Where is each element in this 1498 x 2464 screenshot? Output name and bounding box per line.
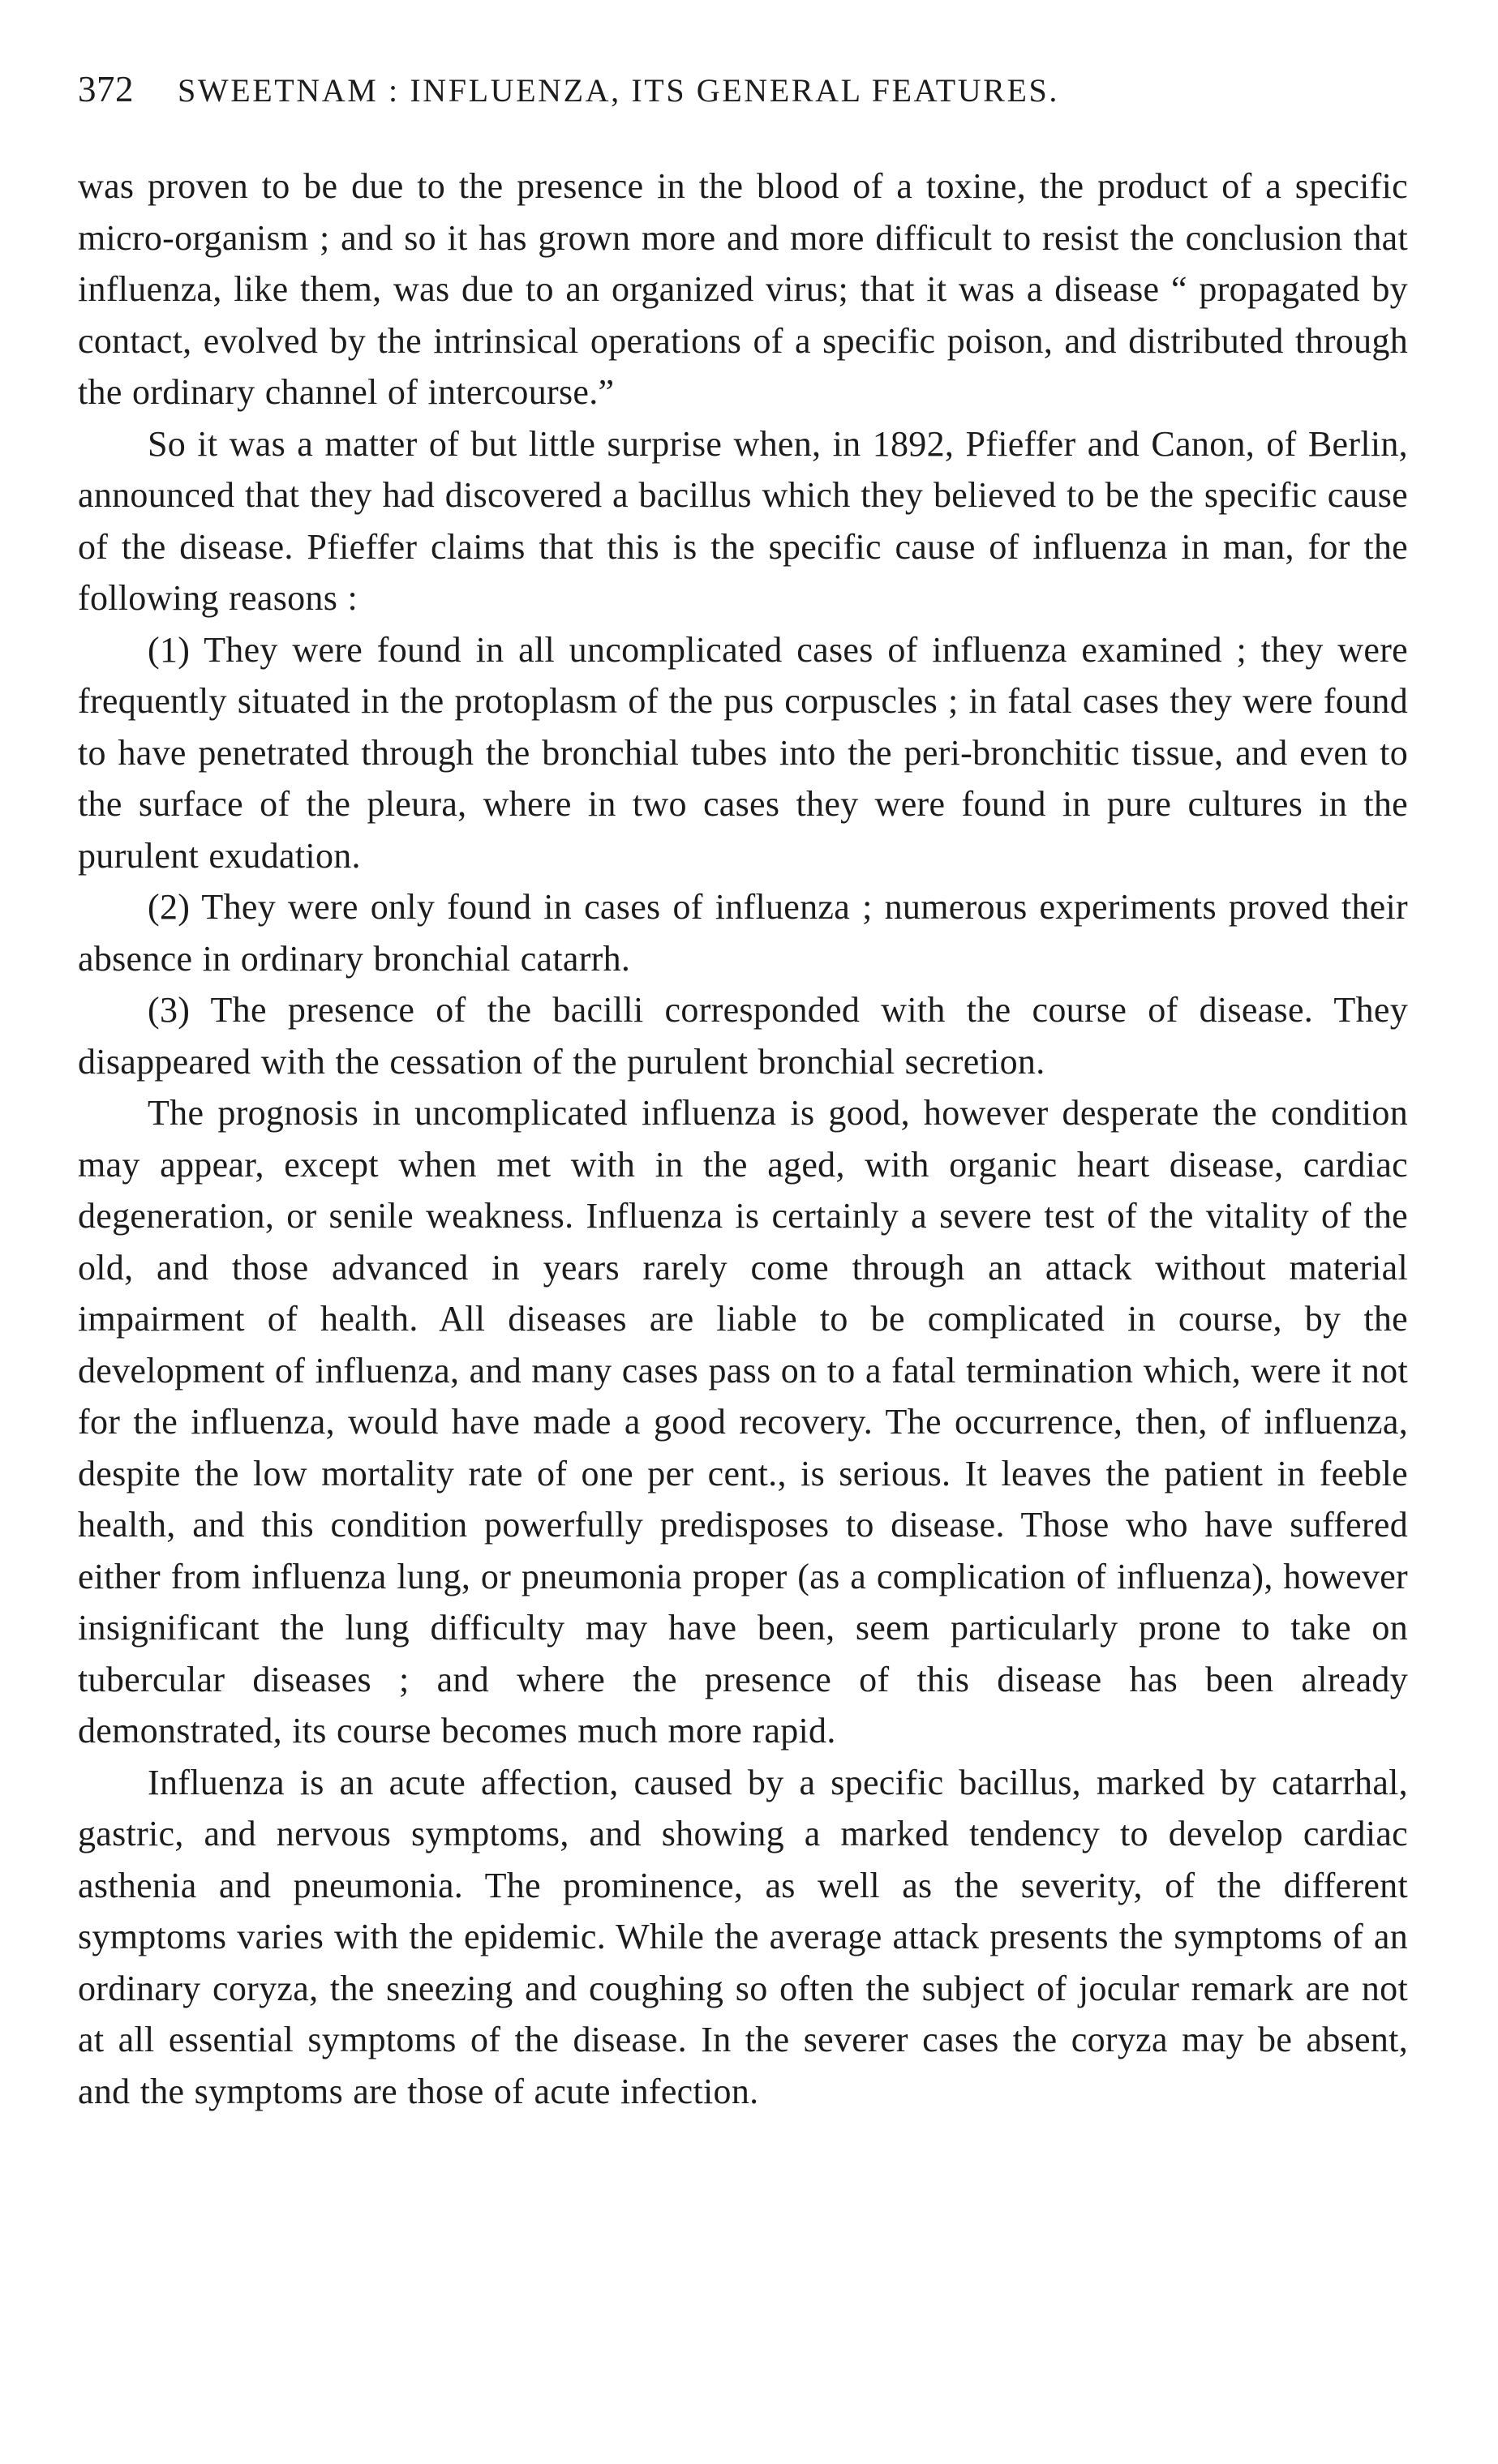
paragraph-prognosis: The prognosis in uncomplicated influenza is good, however desperate the condition may appear, except when met with in the aged, with organic heart disease, cardiac degeneration, or senile weakness. Influenza is certainly a severe test of the vitality of the old, and those advanced in years rarely come through an attack without material impairment of health. All diseases are liable to be complicated in course, by the development of influenza, and many cases pass on to a fatal termination which, were it not for the influenza, would have made a good recovery. The occurrence, then, of influenza, despite the low mortality rate of one per cent., is serious. It leaves the patient in feeble health, and this condition powerfully predisposes to disease. Those who have suffered either from influenza lung, or pneumonia proper (as a complication of influenza), however insignificant the lung difficulty may have been, seem particularly prone to take on tubercular diseases ; and where the presence of this disease has been already demonstrated, its course becomes much more rapid. [78, 1093, 1408, 1751]
reason-item-3: (3) The presence of the bacilli corresponded with the course of disease. They disappeared with the cessation of the purulent bronchial secretion. [78, 990, 1408, 1082]
paragraph-definition: Influenza is an acute affection, caused by a specific bacillus, marked by catarrhal, gastric, and nervous symptoms, and showing a marked tendency to develop cardiac asthenia and pneumonia. The prominence, as well as the severity, of the different symptoms varies with the epidemic. While the average attack presents the symptoms of an ordinary coryza, the sneezing and coughing so often the subject of jocular remark are not at all essential symptoms of the disease. In the severer cases the coryza may be absent, and the symptoms are those of acute infection. [78, 1762, 1408, 2111]
paragraph-continuation: was proven to be due to the presence in the blood of a toxine, the product of a specific micro-organism ; and so it has grown more and more difficult to resist the conclusion that influenza, like them, was due to an organized virus; that it was a disease “ propagated by contact, evolved by the intrinsical operations of a specific poison, and distributed through the ordinary channel of intercourse.” [78, 166, 1408, 412]
running-title: SWEETNAM : INFLUENZA, ITS GENERAL FEATURES. [178, 72, 1059, 109]
paragraph-discovery: So it was a matter of but little surprise when, in 1892, Pfieffer and Canon, of Berlin, announced that they had discovered a bacillus which they believed to be the specific cause of the disease. Pfieffer claims that this is the specific cause of influenza in man, for the following reasons : [78, 423, 1408, 618]
reason-item-1: (1) They were found in all uncomplicated cases of influenza examined ; they were frequently situated in the protoplasm of the pus corpuscles ; in fatal cases they were found to have penetrated through the bronchial tubes into the peri-bronchitic tissue, and even to the surface of the pleura, where in two cases they were found in pure cultures in the purulent exudation. [78, 629, 1408, 876]
book-page [78, 68, 1408, 2117]
reason-item-2: (2) They were only found in cases of influenza ; numerous experiments proved their absence in ordinary bronchial catarrh. [78, 887, 1408, 979]
body-text [78, 161, 1408, 2117]
page-number: 372 [78, 69, 134, 109]
running-head [78, 68, 1408, 125]
